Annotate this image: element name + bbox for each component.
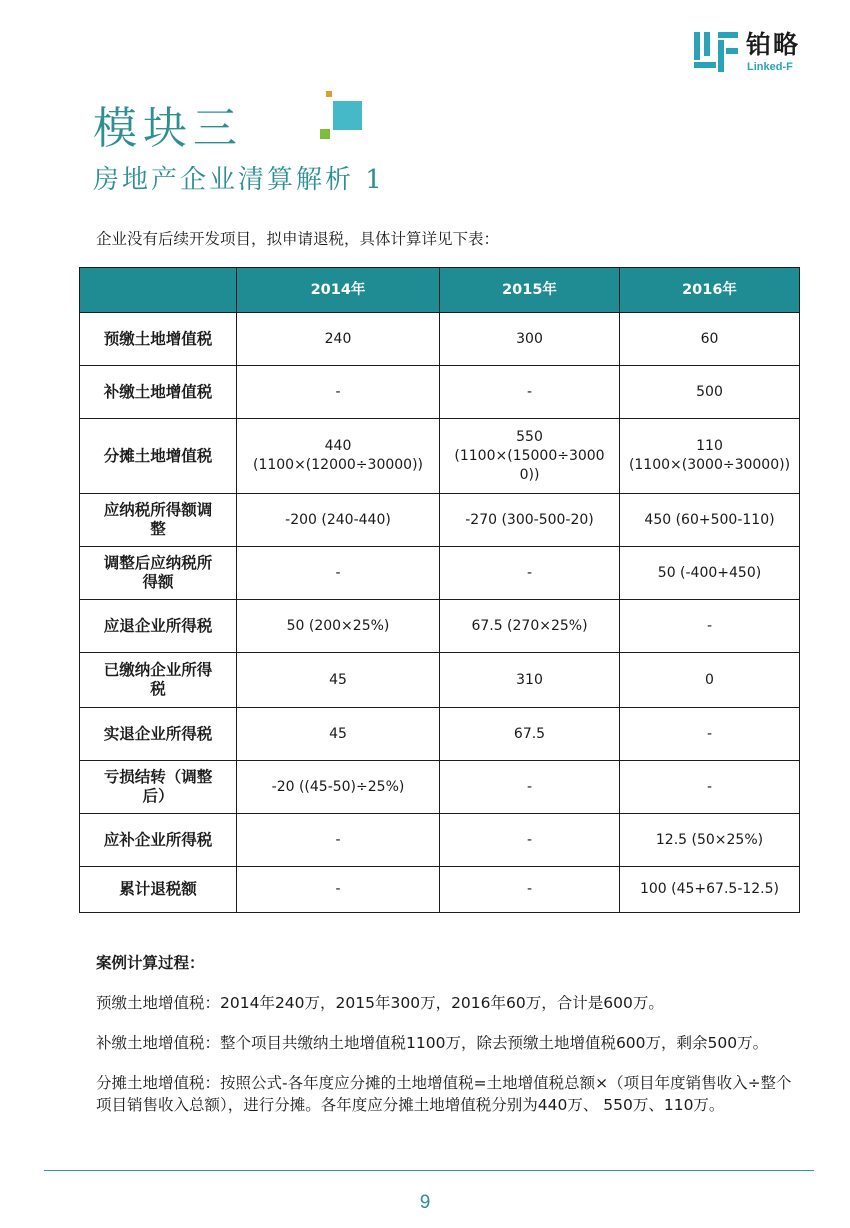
- table-cell: 310: [440, 653, 620, 708]
- table-row: [80, 366, 800, 419]
- module-subtitle: 房地产企业清算解析 1: [93, 165, 385, 195]
- table-cell: -: [440, 761, 620, 814]
- table-row: [80, 419, 800, 494]
- table-cell: -200 (240-440): [237, 494, 440, 547]
- table-cell: -270 (300-500-20): [440, 494, 620, 547]
- table-cell: -: [237, 867, 440, 913]
- brand-name-en: Linked-F: [747, 61, 793, 73]
- table-cell: -: [237, 547, 440, 600]
- column-header: 2014年: [237, 268, 440, 313]
- table-cell: 440 (1100×(12000÷30000)): [237, 419, 440, 494]
- table-cell: 110 (1100×(3000÷30000)): [620, 419, 800, 494]
- table-cell: -: [440, 547, 620, 600]
- table-row: [80, 761, 800, 814]
- process-paragraph: 补缴土地增值税：整个项目共缴纳土地增值税1100万，除去预缴土地增值税600万，剩余500万。: [96, 1034, 769, 1052]
- table-cell: 45: [237, 653, 440, 708]
- table-cell: -: [237, 366, 440, 419]
- tax-calculation-table: [79, 267, 800, 913]
- table-cell: 50 (-400+450): [620, 547, 800, 600]
- row-label: 亏损结转（调整 后）: [80, 761, 237, 814]
- table-cell: 450 (60+500-110): [620, 494, 800, 547]
- table-cell: -20 ((45-50)÷25%): [237, 761, 440, 814]
- table-row: [80, 708, 800, 761]
- brand-logo: [694, 30, 814, 74]
- table-cell: 67.5: [440, 708, 620, 761]
- row-label: 应纳税所得额调 整: [80, 494, 237, 547]
- row-label: 累计退税额: [80, 867, 237, 913]
- row-label: 实退企业所得税: [80, 708, 237, 761]
- table-cell: -: [237, 814, 440, 867]
- row-label: 应补企业所得税: [80, 814, 237, 867]
- row-label: 预缴土地增值税: [80, 313, 237, 366]
- footer-divider: [44, 1170, 814, 1171]
- linked-f-logo-icon: [694, 32, 738, 72]
- calculation-process: [96, 952, 796, 1134]
- table-row: [80, 494, 800, 547]
- process-paragraph: 分摊土地增值税：按照公式-各年度应分摊的土地增值税=土地增值税总额×（项目年度销售收入÷整个项目销售收入总额），进行分摊。各年度应分摊土地增值税分别为440万、 550万、110万。: [96, 1074, 792, 1114]
- table-cell: 0: [620, 653, 800, 708]
- row-label: 已缴纳企业所得 税: [80, 653, 237, 708]
- column-header: 2016年: [620, 268, 800, 313]
- table-cell: 300: [440, 313, 620, 366]
- table-cell: -: [620, 761, 800, 814]
- column-header: 2015年: [440, 268, 620, 313]
- table-cell: -: [440, 366, 620, 419]
- table-cell: -: [440, 867, 620, 913]
- table-cell: 60: [620, 313, 800, 366]
- process-paragraph: 预缴土地增值税：2014年240万，2015年300万，2016年60万，合计是600万。: [96, 994, 664, 1012]
- table-cell: -: [440, 814, 620, 867]
- column-header: [80, 268, 237, 313]
- table-cell: 12.5 (50×25%): [620, 814, 800, 867]
- table-cell: 100 (45+67.5-12.5): [620, 867, 800, 913]
- decor-square-orange: [326, 91, 332, 97]
- page-number: 9: [419, 1192, 431, 1213]
- decor-square-green: [320, 129, 330, 139]
- table-cell: 67.5 (270×25%): [440, 600, 620, 653]
- table-row: [80, 653, 800, 708]
- process-heading: 案例计算过程：: [96, 954, 205, 972]
- table-cell: 500: [620, 366, 800, 419]
- table-row: [80, 867, 800, 913]
- row-label: 补缴土地增值税: [80, 366, 237, 419]
- table-cell: -: [620, 708, 800, 761]
- table-cell: 45: [237, 708, 440, 761]
- row-label: 分摊土地增值税: [80, 419, 237, 494]
- table-cell: -: [620, 600, 800, 653]
- row-label: 调整后应纳税所 得额: [80, 547, 237, 600]
- module-title: 模块三: [93, 103, 243, 154]
- intro-text: 企业没有后续开发项目，拟申请退税，具体计算详见下表：: [96, 230, 500, 248]
- table-row: [80, 814, 800, 867]
- table-header-row: [80, 268, 800, 313]
- table-row: [80, 313, 800, 366]
- table-cell: 240: [237, 313, 440, 366]
- table-row: [80, 600, 800, 653]
- brand-name: 铂略: [746, 30, 801, 59]
- decor-square-teal: [333, 101, 362, 130]
- table-cell: 50 (200×25%): [237, 600, 440, 653]
- row-label: 应退企业所得税: [80, 600, 237, 653]
- table-cell: 550 (1100×(15000÷3000 0)): [440, 419, 620, 494]
- table-row: [80, 547, 800, 600]
